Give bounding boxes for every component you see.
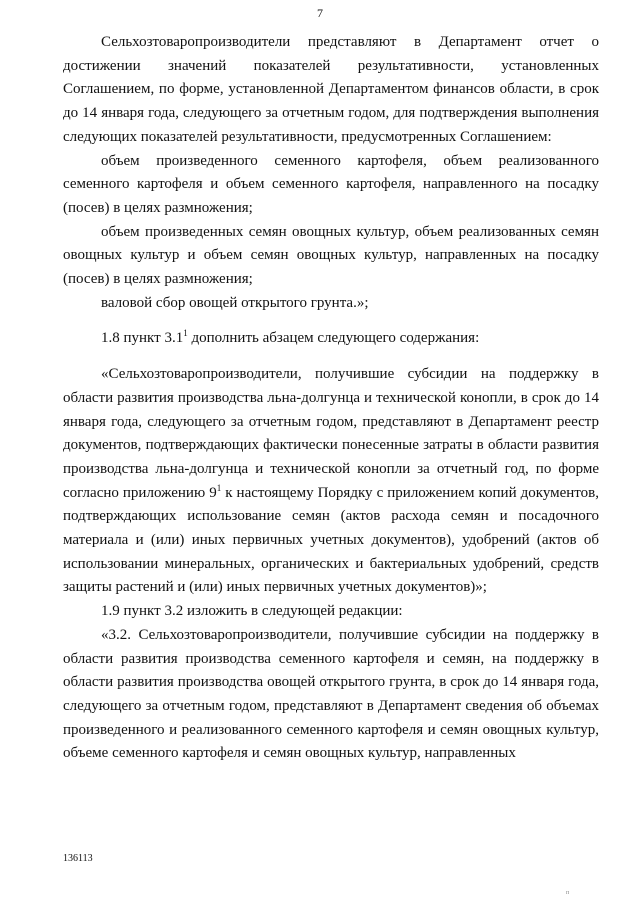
paragraph-flax-hemp-report: «Сельхозтоваропроизводители, получившие субсидии на поддержку в области развития производства льна-долгунца и технической конопли, в срок до 14 января года, следующего за отчетным годом, представляют в Департамент реестр документов, подтверждающих фактически понесенные затраты в области развития производства льна-долгунца и технической конопли за отчетный год, по форме согласно приложению $9^1$ к настоящему Порядку с приложением копий документов, подтверждающих использование семян (актов расхода семян и посадочного материала и (или) иных первичных учетных документов), удобрений (актов об использовании минеральных, органических и бактериальных удобрений, средств защиты растений и (или) иных первичных учетных документов)»; (63, 366, 599, 596)
paragraph-amendment-1-8: 1.8 пункт $3.1^1$ дополнить абзацем следующего содержания: (101, 328, 480, 347)
paragraph-seed-potato-volume: объем произведенного семенного картофеля, объем реализованного семенного картофеля и объем семенного картофеля, направленного на посадку (посев) в целях размножения; (63, 152, 599, 216)
paragraph-report-requirement: Сельхозтоваропроизводители представляют в Департамент отчет о достижении значений показателей результативности, установленных Соглашением, по форме, установленной Департаментом финансов области, в срок до 14 января года, следующего за отчетным годом, для подтверждения выполнения следующих показателей результативности, предусмотренных Соглашением: (63, 34, 599, 145)
paragraph-vegetable-harvest: валовой сбор овощей открытого грунта.»; (101, 294, 369, 311)
paragraph-clause-3-2: «3.2. Сельхозтоваропроизводители, получившие субсидии на поддержку в области развития производства семенного картофеля и семян, на поддержку в области развития производства овощей открытого грунта, в срок до 14 января года, следующего за отчетным годом, представляют в Департамент сведения об объемах произведенного и реализованного семенного картофеля и семян овощных культур, объеме семенного картофеля и семян овощных культур, направленных (63, 626, 599, 762)
document-code: 136113 (63, 853, 93, 864)
page-number: 7 (317, 6, 323, 20)
paragraph-amendment-1-9: 1.9 пункт 3.2 изложить в следующей редакции: (101, 603, 403, 620)
document-body (63, 31, 599, 766)
superscript-mark: 1 (183, 328, 188, 339)
corner-mark: п (566, 890, 570, 896)
superscript-mark: 1 (216, 482, 222, 493)
paragraph-vegetable-seed-volume: объем произведенных семян овощных культур, объем реализованных семян овощных культур и объем семян овощных культур, направленных на посадку (посев) в целях размножения; (63, 223, 599, 288)
